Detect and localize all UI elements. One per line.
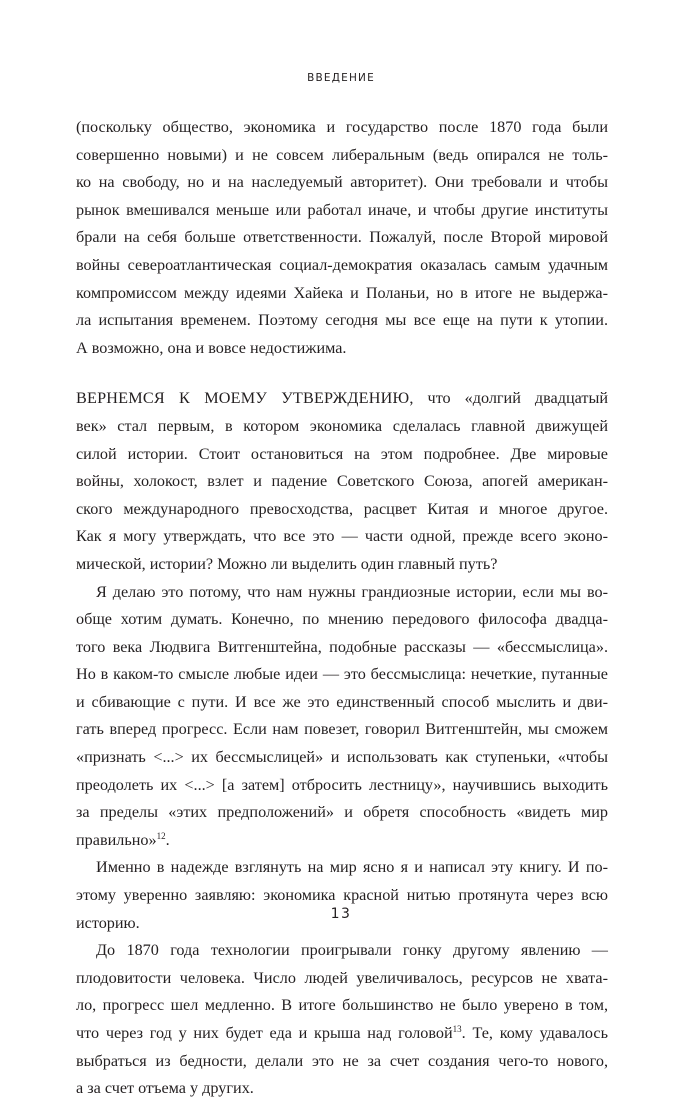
- page-number: 13: [330, 906, 352, 922]
- text-line: преодолеть их <...> [а затем] отбросить лестницу», научившись выходить: [76, 775, 608, 794]
- footnote-ref[interactable]: 13: [452, 1024, 462, 1034]
- text-run: правильно»: [76, 830, 157, 849]
- text-line: ло, прогресс шел медленно. В итоге большинство не было уверено в том,: [76, 996, 608, 1015]
- text-line: мической, истории? Можно ли выделить один главный путь?: [76, 554, 498, 573]
- text-line: войны, холокост, взлет и падение Советского Союза, апогей американ-: [76, 472, 608, 491]
- text-line: этому уверенно заявляю: экономика красной нитью протянута через всю: [76, 886, 608, 905]
- text-line: выбраться из бедности, делали это не за счет создания чего-то нового,: [76, 1051, 608, 1070]
- text-line: Но в каком-то смысле любые идеи — это бессмыслица: нечеткие, путанные: [76, 665, 608, 684]
- paragraph: [76, 114, 608, 362]
- text-line: войны североатлантическая социал-демократия оказалась самым удачным: [76, 255, 608, 274]
- text-line: гать вперед прогресс. Если нам повезет, говорил Витгенштейн, мы сможем: [76, 720, 608, 739]
- text-line: ского международного превосходства, расцвет Китая и многое другое.: [76, 499, 608, 518]
- text-line: век» стал первым, в котором экономика сделалась главной движущей: [76, 416, 608, 435]
- text-line: того века Людвига Витгенштейна, подобные рассказы — «бессмыслица».: [76, 637, 608, 656]
- paragraph: [76, 937, 608, 1103]
- text-line: ко на свободу, но и на наследуемый авторитет). Они требовали и чтобы: [76, 173, 608, 192]
- text-run: что «долгий двадцатый: [413, 389, 608, 408]
- text-line: и сбивающие с пути. И все же это единственный способ мыслить и дви-: [76, 692, 608, 711]
- text-line: совершенно новыми) и не совсем либеральным (ведь опирался не толь-: [76, 145, 608, 164]
- text-line: А возможно, она и вовсе недостижима.: [76, 338, 347, 357]
- body-text: [76, 114, 608, 1103]
- text-line: [76, 385, 608, 413]
- text-line: (поскольку общество, экономика и государство после 1870 года были: [76, 118, 608, 136]
- text-line: Как я могу утверждать, что все это — части одной, прежде всего эконо-: [76, 527, 608, 546]
- text-line: рынок вмешивался меньше или работал иначе, и чтобы другие институты: [76, 200, 608, 219]
- paragraph: [76, 579, 608, 855]
- text-run: что через год у них будет еда и крыша над головой: [76, 1024, 453, 1042]
- text-line: До 1870 года технологии проигрывали гонку другому явлению —: [96, 941, 608, 960]
- section-break: [76, 362, 608, 385]
- footnote-ref[interactable]: 12: [156, 830, 166, 841]
- text-line: плодовитости человека. Число людей увеличивалось, ресурсов не хвата-: [76, 968, 608, 987]
- text-line: обще хотим думать. Конечно, по мнению передового философа двадца-: [76, 610, 608, 629]
- lead-in-caps: ВЕРНЕМСЯ К МОЕМУ УТВЕРЖДЕНИЮ,: [76, 389, 414, 408]
- text-line: за пределы «этих предположений» и обретя способность «видеть мир: [76, 803, 608, 822]
- paragraph: [76, 854, 608, 937]
- text-line: [76, 1020, 608, 1048]
- text-line: историю.: [76, 913, 140, 932]
- text-line: «признать <...> их бессмыслицей» и использовать как ступеньки, «чтобы: [76, 748, 608, 767]
- running-head: ВВЕДЕНИЕ: [307, 72, 375, 84]
- text-line: ла испытания временем. Поэтому сегодня мы все еще на пути к утопии.: [76, 311, 608, 330]
- text-line: Я делаю это потому, что нам нужны грандиозные истории, если мы во-: [96, 582, 608, 601]
- text-line: правильно»$^{12}$.: [76, 830, 170, 849]
- text-line: силой истории. Стоит остановиться на этом подробнее. Две мировые: [76, 444, 608, 463]
- text-line: Именно в надежде взглянуть на мир ясно я и написал эту книгу. И по-: [96, 858, 608, 877]
- text-line: а за счет отъема у других.: [76, 1079, 254, 1098]
- text-line: компромиссом между идеями Хайека и Поланьи, но в итоге не выдержа-: [76, 283, 608, 302]
- text-run: . Те, кому удавалось: [461, 1024, 608, 1042]
- paragraph: [76, 385, 608, 578]
- text-line: брали на себя больше ответственности. Пожалуй, после Второй мировой: [76, 228, 608, 247]
